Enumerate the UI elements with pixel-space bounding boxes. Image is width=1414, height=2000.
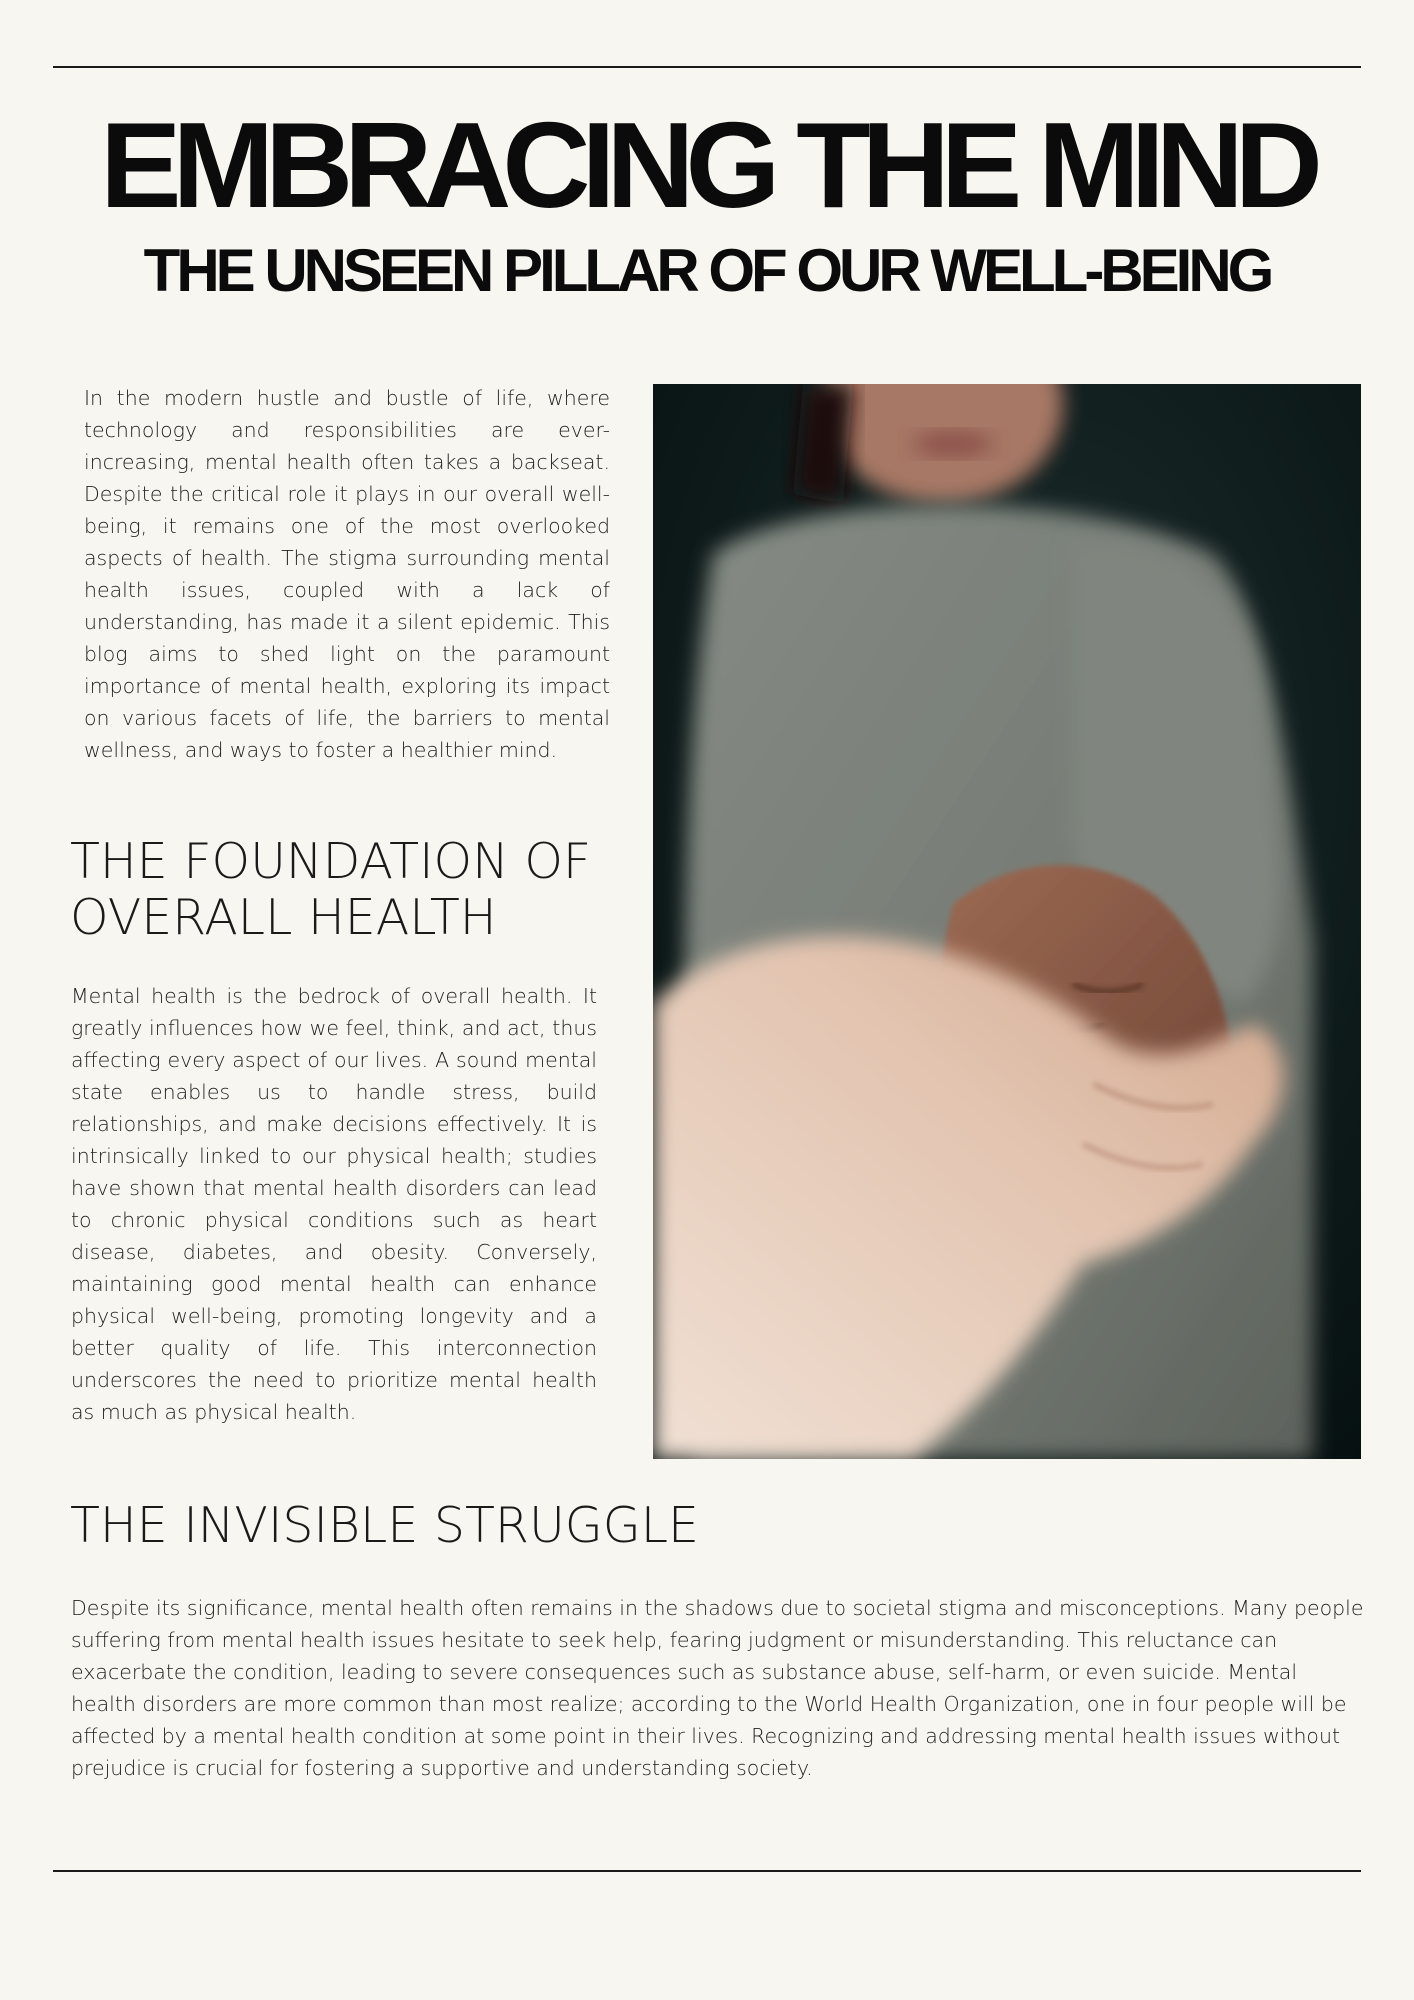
page-title: EMBRACING THE MIND — [100, 97, 1314, 233]
hands-photo — [653, 384, 1361, 1459]
top-divider — [53, 66, 1361, 68]
bottom-divider — [53, 1870, 1361, 1872]
section-heading-foundation: THE FOUNDATION OF OVERALL HEALTH — [70, 833, 592, 946]
section-body-foundation: Mental health is the bedrock of overall health. It greatly influences how we feel, think, and act, thus affecting every aspect of our lives. A sound mental state enables us to handle stress, build relationships, and make decisions effectively. It is intrinsically linked to our physical health; studies have shown that mental health disorders can lead to chronic physical conditions such as heart disease, diabetes, and obesity. Conversely, maintaining good mental health can enhance physical well-being, promoting longevity and a better quality of life. This interconnection underscores the need to prioritize mental health as much as physical health. — [71, 984, 597, 1424]
section-heading-struggle: THE INVISIBLE STRUGGLE — [70, 1497, 700, 1554]
hands-photo-illustration — [653, 384, 1361, 1459]
intro-paragraph: In the modern hustle and bustle of life, where technology and responsibilities are ever-increasing, mental health often takes a backseat. Despite the critical role it plays in our overall well-being, it remains one of the most overlooked aspects of health. The stigma surrounding mental health issues, coupled with a lack of understanding, has made it a silent epidemic. This blog aims to shed light on the paramount importance of mental health, exploring its impact on various facets of life, the barriers to mental wellness, and ways to foster a healthier mind. — [84, 386, 610, 762]
section-body-struggle: Despite its significance, mental health often remains in the shadows due to societal stigma and misconceptions. Many people suffering from mental health issues hesitate to seek help, fearing judgment or misunderstanding. This reluctance can exacerbate the condition, leading to severe consequences such as substance abuse, self-harm, or even suicide. Mental health disorders are more common than most realize; according to the World Health Organization, one in four people will be affected by a mental health condition at some point in their lives. Recognizing and addressing mental health issues without prejudice is crucial for fostering a supportive and understanding society. — [71, 1596, 1364, 1780]
page-subtitle: THE UNSEEN PILLAR OF OUR WELL-BEING — [143, 237, 1271, 304]
